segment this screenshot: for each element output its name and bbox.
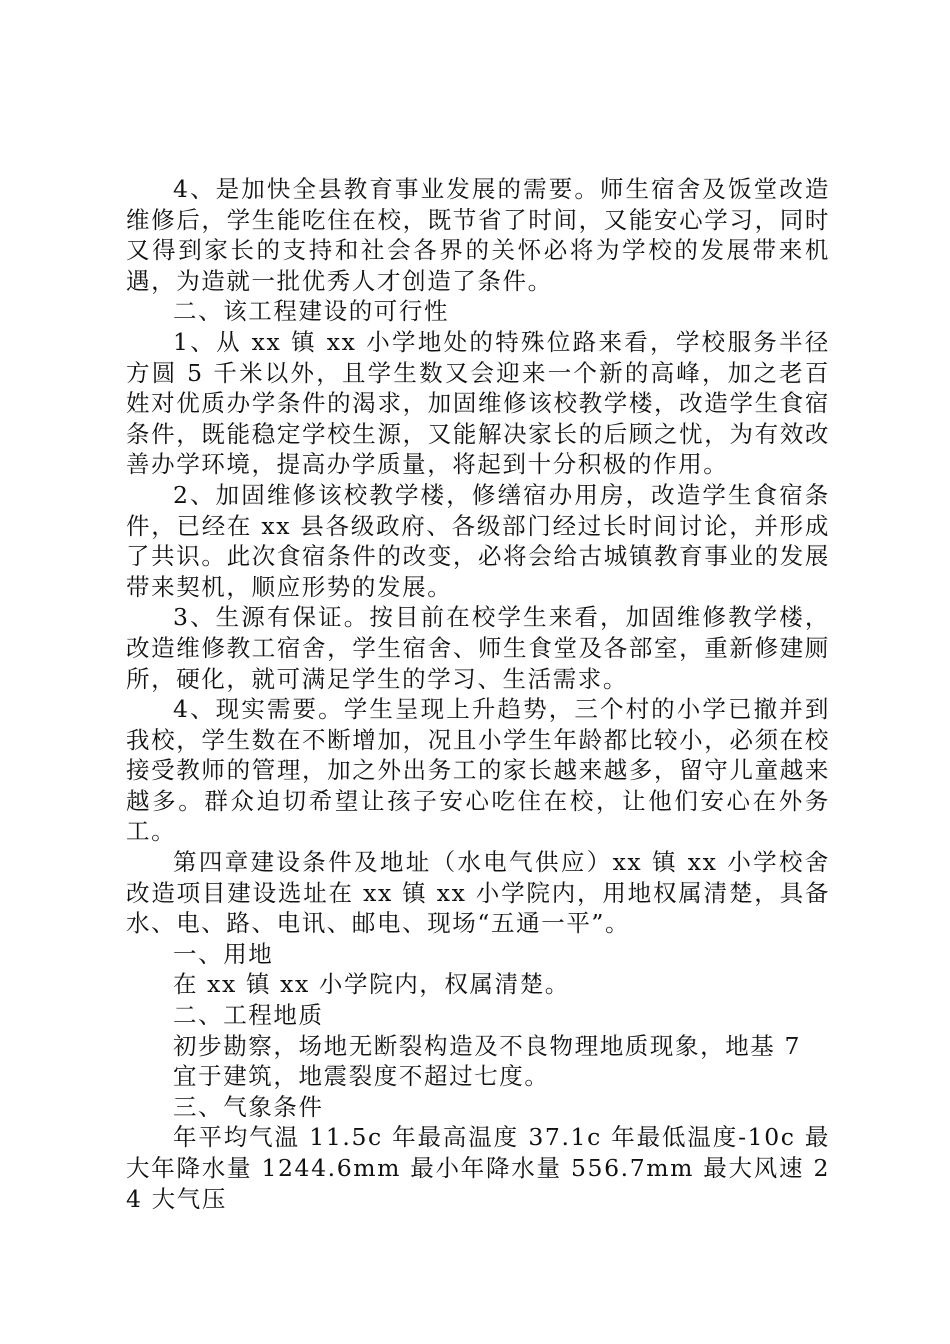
paragraph-land: 在 xx 镇 xx 小学院内，权属清楚。: [173, 970, 570, 999]
paragraph-feasibility-4: 4、现实需要。学生呈现上升趋势，三个村的小学已撤并到我校，学生数在不断增加，况且小学生年龄都比较小，必须在校接受教师的管理，加之外出务工的家长越来越多，留守儿童越来越多。群众迫切希望让孩子安心吃住在校，让他们安心在外务工。: [126, 695, 830, 846]
paragraph-feasibility-2: 2、加固维修该校教学楼，修缮宿办用房，改造学生食宿条件，已经在 xx 县各级政府、各级部门经过长时间讨论，并形成了共识。此次食宿条件的改变，必将会给古城镇教育事业的发展带来契机，顺应形势的发展。: [126, 480, 830, 601]
section-heading-land: 一、用地: [173, 939, 274, 968]
paragraph-importance-4: 4、是加快全县教育事业发展的需要。师生宿舍及饭堂改造维修后，学生能吃住在校，既节省了时间，又能安心学习，同时又得到家长的支持和社会各界的关怀必将为学校的发展带来机遇，为造就一批优秀人才创造了条件。: [126, 175, 830, 295]
document-body: [126, 174, 830, 1214]
section-heading-feasibility: 二、该工程建设的可行性: [173, 297, 450, 326]
paragraph-geology-line-2: 宜于建筑，地震裂度不超过七度。: [173, 1062, 550, 1091]
paragraph-feasibility-3: 3、生源有保证。按目前在校学生来看，加固维修教学楼，改造维修教工宿舍，学生宿舍、师生食堂及各部室，重新修建厕所，硬化，就可满足学生的学习、生活需求。: [126, 603, 830, 693]
chapter-four-paragraph: 第四章建设条件及地址（水电气供应）xx 镇 xx 小学校舍改造项目建设选址在 xx 镇 xx 小学院内，用地权属清楚，具备水、电、路、电讯、邮电、现场“五通一平”。: [126, 848, 830, 938]
section-heading-climate: 三、气象条件: [173, 1092, 324, 1121]
paragraph-climate: 年平均气温 11.5c 年最高温度 37.1c 年最低温度-10c 最大年降水量 1244.6mm 最小年降水量 556.7mm 最大风速 24 大气压: [126, 1123, 830, 1213]
paragraph-geology-line-1: 初步勘察，场地无断裂构造及不良物理地质现象，地基 7: [173, 1031, 802, 1060]
paragraph-feasibility-1: 1、从 xx 镇 xx 小学地处的特殊位路来看，学校服务半径方圆 5 千米以外，且学生数又会迎来一个新的高峰，加之老百姓对优质办学条件的渴求，加固维修该校教学楼，改造学生食宿条件，既能稳定学校生源，又能解决家长的后顾之忧，为有效改善办学环境，提高办学质量，将起到十分积极的作用。: [126, 327, 830, 479]
section-heading-geology: 二、工程地质: [173, 1001, 324, 1030]
